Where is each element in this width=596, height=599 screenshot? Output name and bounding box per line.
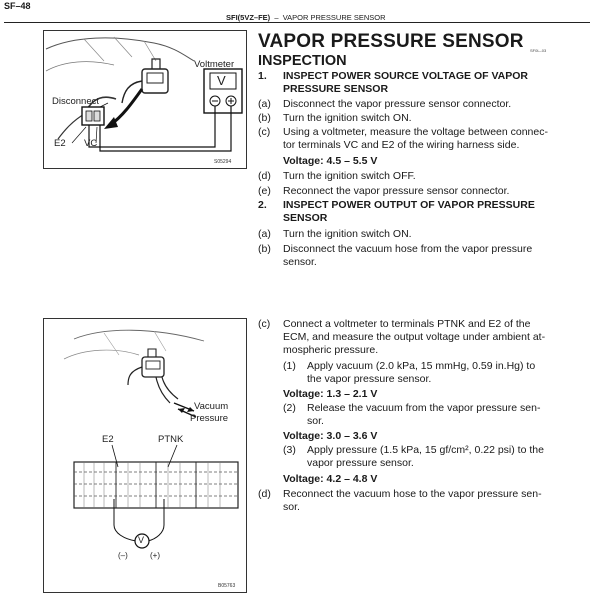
step-1d-text: Turn the ignition switch OFF. [283,170,416,182]
step-1c-number: (c) [258,126,271,138]
voltmeter-v-label: V [138,535,145,545]
step-2c-line1: Connect a voltmeter to terminals PTNK and E2 of the [283,318,531,330]
step-1a [258,98,578,111]
vc-terminal-label: VC [84,138,98,149]
substep-c3-line1: Apply pressure (1.5 kPa, 15 gf/cm², 0.22 psi) to the [307,444,544,456]
voltmeter-label: Voltmeter [194,59,235,70]
substep-c3-line2: vapor pressure sensor. [307,457,414,469]
figure1-code: S05294 [214,159,232,165]
step-1e [258,185,578,198]
minus-lead-label: (–) [118,551,128,560]
step-1-number: 1. [258,70,267,82]
step-2b-line1: Disconnect the vacuum hose from the vapor pressure [283,243,533,255]
voltmeter-v-label: V [217,73,226,88]
substep-c1-line2: the vapor pressure sensor. [307,373,432,385]
substep-c2-number: (2) [283,402,296,414]
step-2a-number: (a) [258,228,271,240]
step-2a [258,228,578,241]
step-2c-number: (c) [258,318,271,330]
step-1 [258,70,578,96]
step-2b-line2: sensor. [283,256,317,268]
pressure-label: Pressure [190,413,229,424]
page-number: SF–48 [4,1,31,11]
step-1b-text: Turn the ignition switch ON. [283,112,412,124]
voltage-spec-4: Voltage: 4.2 – 4.8 V [283,473,378,485]
voltage-spec-1: Voltage: 4.5 – 5.5 V [283,155,378,167]
step-2c-line2: ECM, and measure the output voltage under ambient at- [283,331,546,343]
substep-c2-line2: sor. [307,415,324,427]
ptnk-terminal-label: PTNK [158,434,184,445]
step-2-line1: INSPECT POWER OUTPUT OF VAPOR PRESSURE [283,199,535,211]
step-2b [258,243,578,269]
substep-c1-number: (1) [283,360,296,372]
step-2d [258,488,588,514]
voltage-spec-2: Voltage: 1.3 – 2.1 V [283,388,378,400]
step-1d-number: (d) [258,170,271,182]
step-1c [258,126,578,152]
section-label: VAPOR PRESSURE SENSOR [282,13,386,22]
section-header [226,13,386,22]
plus-lead-label: (+) [150,551,160,560]
substep-c2-line1: Release the vacuum from the vapor pressure sen- [307,402,541,414]
step-1a-text: Disconnect the vapor pressure sensor connector. [283,98,512,110]
e2-terminal-label: E2 [54,138,66,149]
vacuum-label: Vacuum [194,401,229,412]
step-1b [258,112,578,125]
step-1a-number: (a) [258,98,271,110]
step-2-number: 2. [258,199,267,211]
system-label: SFI(5VZ–FE) [226,13,271,22]
voltage-spec-3: Voltage: 3.0 – 3.6 V [283,430,378,442]
step-1c-line1: Using a voltmeter, measure the voltage between connec- [283,126,548,138]
step-1-line2: PRESSURE SENSOR [283,83,389,95]
substep-c3 [283,444,588,470]
figure-output-check-drawing [44,319,246,592]
step-2a-text: Turn the ignition switch ON. [283,228,412,240]
step-1e-text: Reconnect the vapor pressure sensor connector. [283,185,510,197]
step-2c-line3: mospheric pressure. [283,344,379,356]
step-2c [258,318,588,357]
substep-c1-line1: Apply vacuum (2.0 kPa, 15 mmHg, 0.59 in.Hg) to [307,360,536,372]
step-2-line2: SENSOR [283,212,328,224]
step-1d [258,170,578,183]
step-1b-number: (b) [258,112,271,124]
header-rule [4,22,590,23]
figure2-code: B05763 [218,583,236,589]
header-separator: – [274,13,279,22]
substep-c2 [283,402,588,428]
step-1-line1: INSPECT POWER SOURCE VOLTAGE OF VAPOR [283,70,529,82]
substep-c1 [283,360,588,386]
substep-c3-number: (3) [283,444,296,456]
section-subtitle: INSPECTION [258,53,347,69]
disconnect-label: Disconnect [52,96,99,107]
step-2d-line1: Reconnect the vacuum hose to the vapor pressure sen- [283,488,542,500]
step-1c-line2: tor terminals VC and E2 of the wiring harness side. [283,139,520,151]
title-code: SF0L–03 [530,48,547,53]
e2-terminal-label: E2 [102,434,114,445]
figure-output-check [43,318,247,593]
step-2d-line2: sor. [283,501,300,513]
step-2 [258,199,578,225]
step-2b-number: (b) [258,243,271,255]
step-2d-number: (d) [258,488,271,500]
figure-voltage-check [43,30,247,169]
page-title: VAPOR PRESSURE SENSOR [258,31,524,52]
step-1e-number: (e) [258,185,271,197]
